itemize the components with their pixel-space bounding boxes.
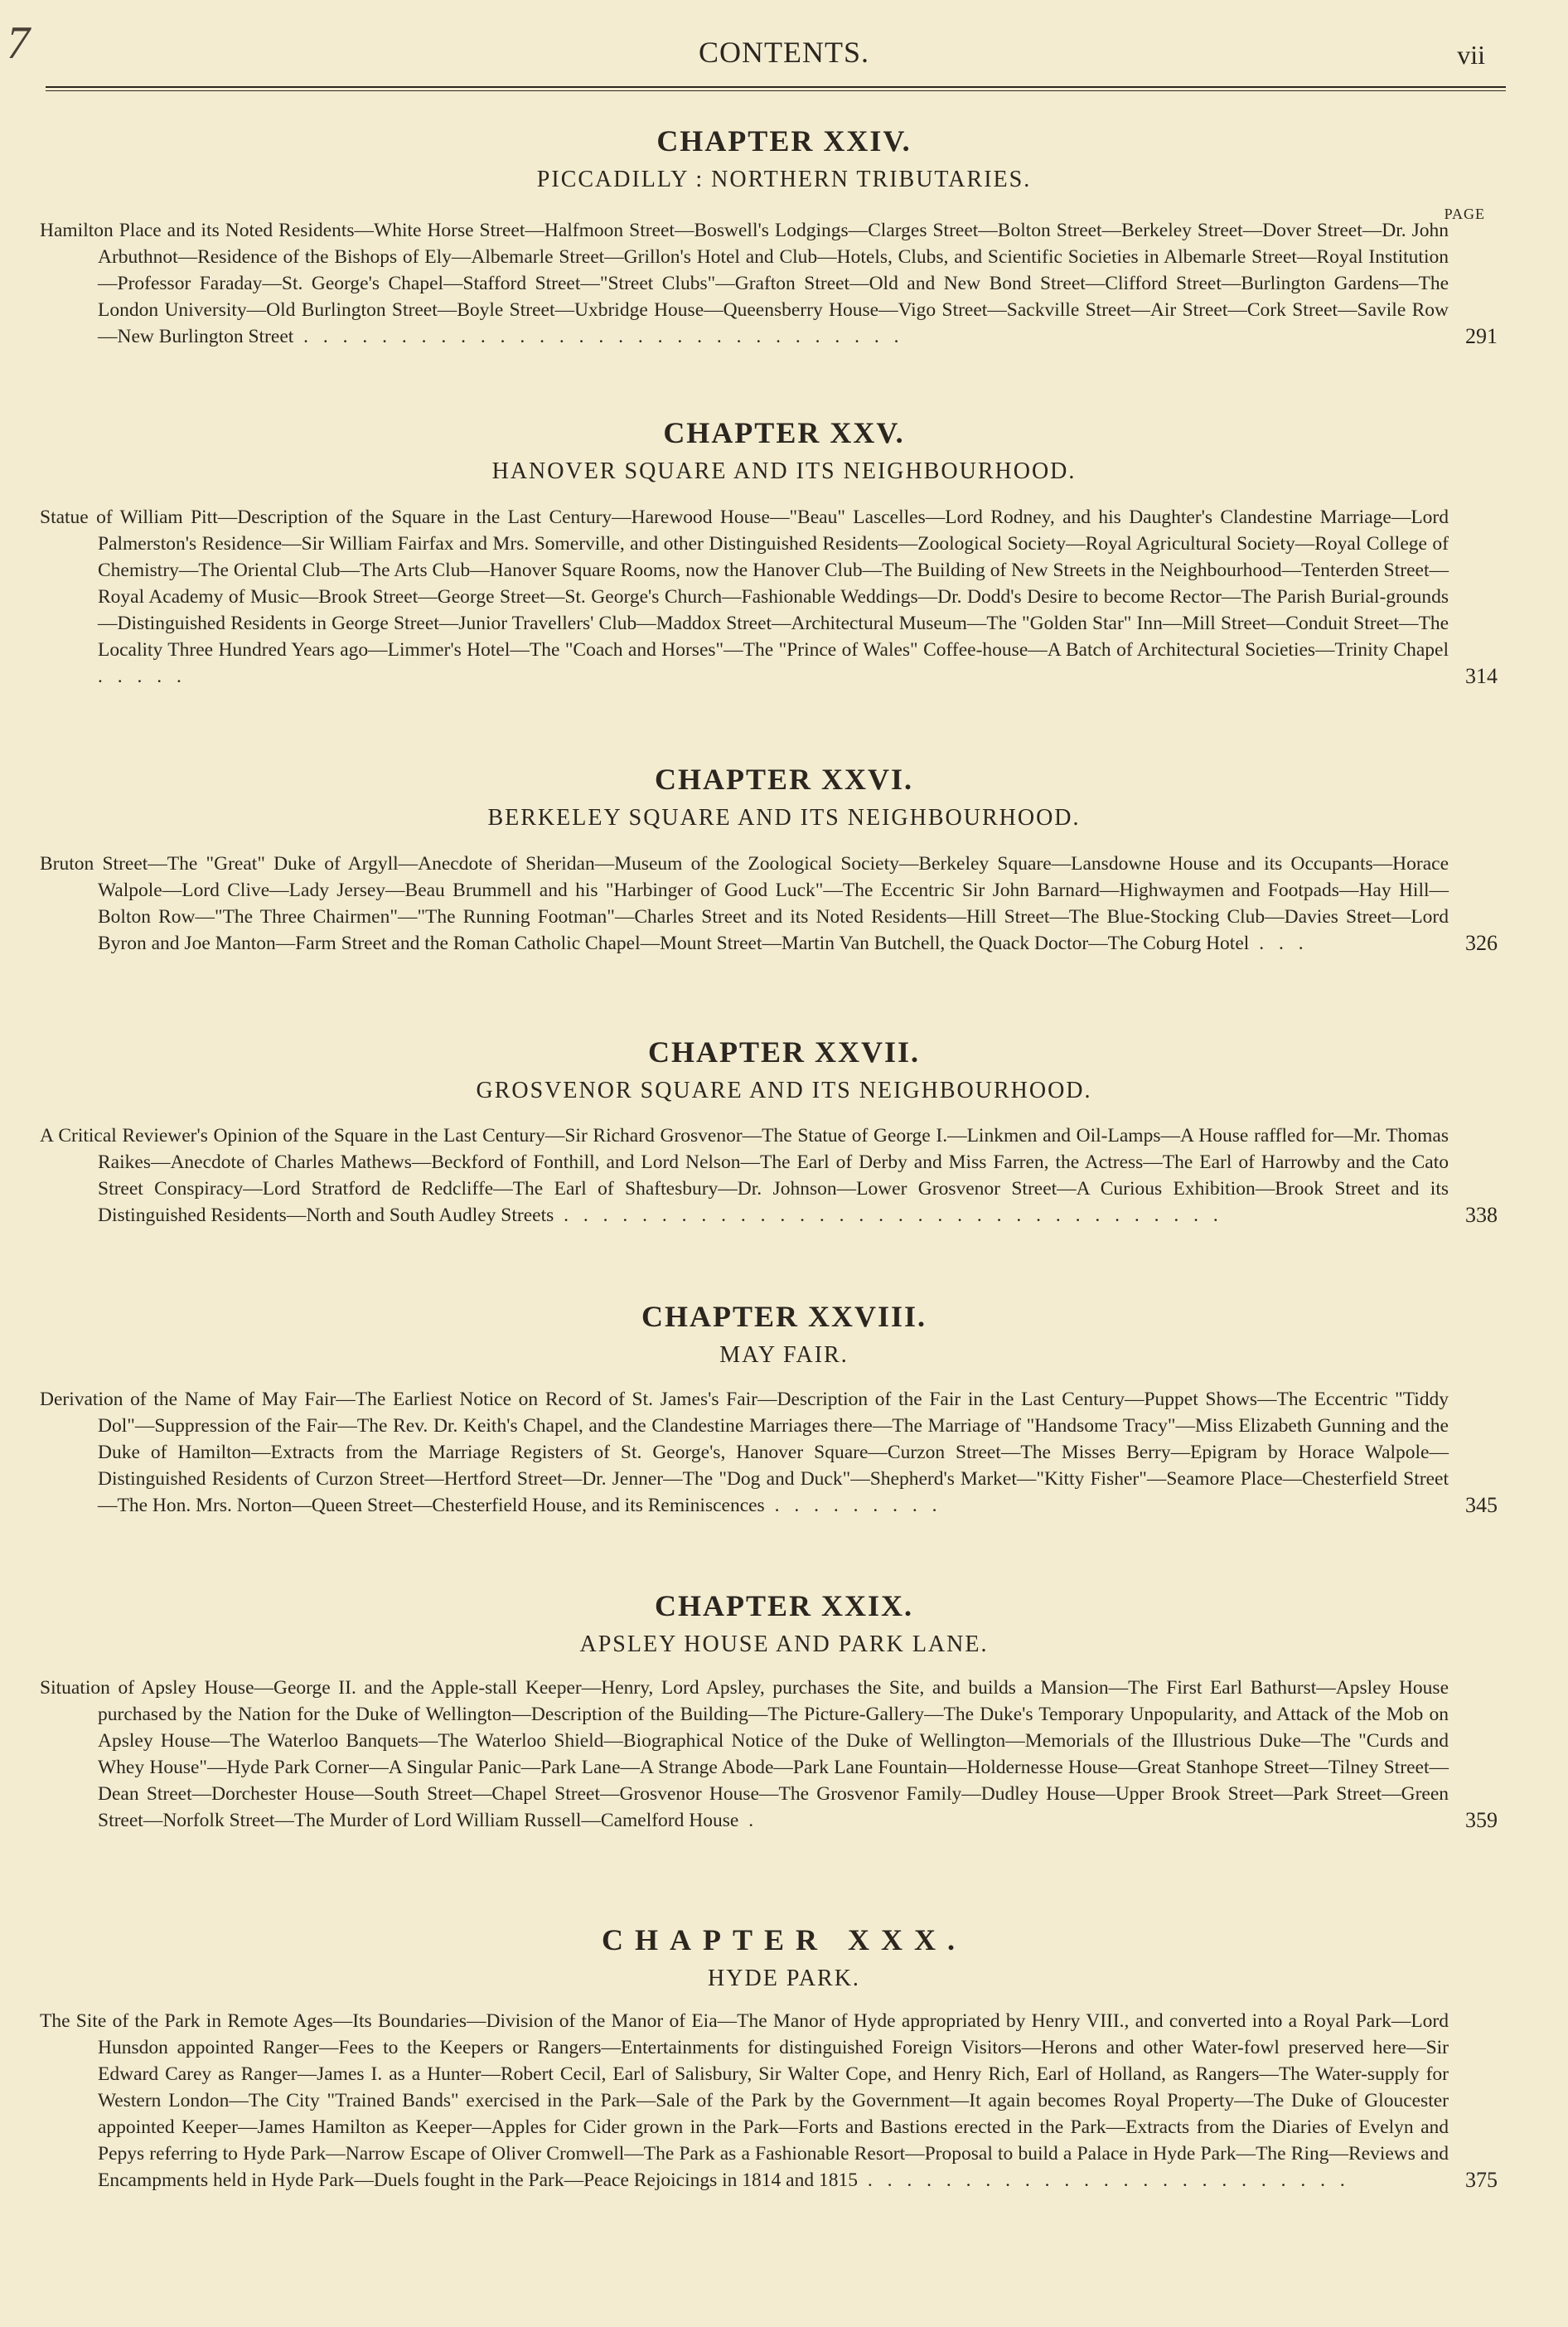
chapter-title: CHAPTER XXIV.: [656, 124, 912, 158]
chapter-summary-28: Derivation of the Name of May Fair—The Earliest Notice on Record of St. James's Fair—Description of the Fair in the Last Century—Puppet Shows—The Eccentric "Tiddy Dol"—Suppression of the Fair—The Rev. Dr. Keith's Chapel, and the Clandestine Marriages there—The Marriage of "Handsome Tracy"—Miss Elizabeth Gunning and the Duke of Hamilton—Extracts from the Marriage Registers of St. George's, Hanover Square—Curzon Street—The Misses Berry—Epigram by Horace Walpole—Distinguished Residents of Curzon Street—Hertford Street—Dr. Jenner—The "Dog and Duck"—Shepherd's Market—"Kitty Fisher"—Seamore Place—Chesterfield Street—The Hon. Mrs. Norton—Queen Street—Chesterfield House, and its Reminiscences . . . . . . . . . 345: [40, 1389, 1498, 1517]
chapter-subtitle: GROSVENOR SQUARE AND ITS NEIGHBOURHOOD.: [476, 1078, 1092, 1103]
chapter-heading-28: [0, 1298, 1568, 1371]
chapter-title: CHAPTER XXX.: [601, 1923, 966, 1956]
chapter-title: CHAPTER XXIX.: [654, 1589, 913, 1622]
summary-text: The Site of the Park in Remote Ages—Its Boundaries—Division of the Manor of Eia—The Manor of Hyde appropriated by Henry VIII., and converted into a Royal Park—Lord Hunsdon appointed Ranger—Fees to the Keepers or Rangers—Entertainments for distinguished Foreign Visitors—Herons and other Water-fowl preserved here—Sir Edward Carey as Ranger—James I. as a Hunter—Robert Cecil, Earl of Salisbury, Sir Walter Cope, and Henry Rich, Earl of Holland, as Rangers—The Water-supply for Western London—The City "Trained Bands" exercised in the Park—Sale of the Park by the Government—It again becomes Royal Property—The Duke of Gloucester appointed Keeper—James Hamilton as Keeper—Apples for Cider grown in the Park—Forts and Bastions erected in the Park—Extracts from the Diaries of Evelyn and Pepys referring to Hyde Park—Narrow Escape of Oliver Cromwell—The Park as a Fashionable Resort—Proposal to build a Palace in Hyde Park—The Ring—Reviews and Encampments held in Hyde Park—Duels fought in the Park—Peace Rejoicings in 1814 and 1815: [40, 2010, 1449, 2191]
chapter-title: CHAPTER XXVII.: [647, 1035, 921, 1069]
chapter-subtitle: BERKELEY SQUARE AND ITS NEIGHBOURHOOD.: [487, 805, 1081, 831]
chapter-subtitle: MAY FAIR.: [719, 1342, 849, 1368]
chapter-title: CHAPTER XXVI.: [654, 763, 913, 796]
chapter-heading-26: [0, 761, 1568, 834]
running-title: CONTENTS.: [699, 36, 869, 69]
summary-text: A Critical Reviewer's Opinion of the Square in the Last Century—Sir Richard Grosvenor—The Statue of George I.—Linkmen and Oil-Lamps—A House raffled for—Mr. Thomas Raikes—Anecdote of Charles Mathews—Beckford of Fonthill, and Lord Nelson—The Earl of Derby and Miss Farren, the Actress—The Earl of Harrowby and the Cato Street Conspiracy—Lord Stratford de Redcliffe—The Earl of Shaftesbury—Dr. Johnson—Lower Grosvenor Street—A Curious Exhibition—Brook Street and its Distinguished Residents—North and South Audley Streets: [40, 1125, 1449, 1226]
chapter-title: CHAPTER XXVIII.: [641, 1300, 927, 1333]
chapter-subtitle: APSLEY HOUSE AND PARK LANE.: [579, 1631, 989, 1657]
header-rule: [46, 86, 1506, 91]
summary-text: Hamilton Place and its Noted Residents—White Horse Street—Halfmoon Street—Boswell's Lodgings—Clarges Street—Bolton Street—Berkeley Street—Dover Street—Dr. John Arbuthnot—Residence of the Bishops of Ely—Albemarle Street—Grillon's Hotel and Club—Hotels, Clubs, and Scientific Societies in Albemarle Street—Royal Institution—Professor Faraday—St. George's Chapel—Stafford Street—"Street Clubs"—Grafton Street—Old and New Bond Street—Clifford Street—Burlington Gardens—The London University—Old Burlington Street—Boyle Street—Uxbridge House—Queensberry House—Vigo Street—Sackville Street—Air Street—Cork Street—Savile Row—New Burlington Street: [40, 220, 1449, 347]
page-number: vii: [1457, 40, 1485, 70]
summary-text: Bruton Street—The "Great" Duke of Argyll—Anecdote of Sheridan—Museum of the Zoological Society—Berkeley Square—Lansdowne House and its Occupants—Horace Walpole—Lord Clive—Lady Jersey—Beau Brummell and his "Harbinger of Good Luck"—The Eccentric Sir John Barnard—Highwaymen and Footpads—Hay Hill—Bolton Row—"The Three Chairmen"—"The Running Footman"—Charles Street and its Noted Residents—Hill Street—The Blue-Stocking Club—Davies Street—Lord Byron and Joe Manton—Farm Street and the Roman Catholic Chapel—Mount Street—Martin Van Butchell, the Quack Doctor—The Coburg Hotel: [40, 853, 1449, 954]
corner-mark: 7: [7, 17, 30, 69]
chapter-heading-27: [0, 1034, 1568, 1107]
chapter-summary-30: The Site of the Park in Remote Ages—Its Boundaries—Division of the Manor of Eia—The Manor of Hyde appropriated by Henry VIII., and converted into a Royal Park—Lord Hunsdon appointed Ranger—Fees to the Keepers or Rangers—Entertainments for distinguished Foreign Visitors—Herons and other Water-fowl preserved here—Sir Edward Carey as Ranger—James I. as a Hunter—Robert Cecil, Earl of Salisbury, Sir Walter Cope, and Henry Rich, Earl of Holland, as Rangers—The Water-supply for Western London—The City "Trained Bands" exercised in the Park—Sale of the Park by the Government—It again becomes Royal Property—The Duke of Gloucester appointed Keeper—James Hamilton as Keeper—Apples for Cider grown in the Park—Forts and Bastions erected in the Park—Extracts from the Diaries of Evelyn and Pepys referring to Hyde Park—Narrow Escape of Oliver Cromwell—The Park as a Fashionable Resort—Proposal to build a Palace in Hyde Park—The Ring—Reviews and Encampments held in Hyde Park—Duels fought in the Park—Peace Rejoicings in 1814 and 1815 . . . . . . . . . . . . . . . . . . . . . . . . . 375: [40, 2010, 1498, 2192]
summary-text: Statue of William Pitt—Description of the Square in the Last Century—Harewood House—"Beau" Lascelles—Lord Rodney, and his Daughter's Clandestine Marriage—Lord Palmerston's Residence—Sir William Fairfax and Mrs. Somerville, and other Distinguished Residents—Zoological Society—Royal Agricultural Society—Royal College of Chemistry—The Oriental Club—The Arts Club—Hanover Square Rooms, now the Hanover Club—The Building of New Streets in the Neighbourhood—Tenterden Street—Royal Academy of Music—Brook Street—George Street—St. George's Church—Fashionable Weddings—Dr. Dodd's Desire to become Rector—The Parish Burial-grounds—Distinguished Residents in George Street—Junior Travellers' Club—Maddox Street—Architectural Museum—The "Golden Star" Inn—Mill Street—Conduit Street—The Locality Three Hundred Years ago—Limmer's Hotel—The "Coach and Horses"—The "Prince of Wales" Coffee-house—A Batch of Architectural Societies—Trinity Chapel: [40, 507, 1449, 661]
chapter-heading-29: [0, 1588, 1568, 1660]
chapter-summary-29: Situation of Apsley House—George II. and the Apple-stall Keeper—Henry, Lord Apsley, purchases the Site, and builds a Mansion—The First Earl Bathurst—Apsley House purchased by the Nation for the Duke of Wellington—Description of the Building—The Picture-Gallery—The Duke's Temporary Unpopularity, and Attack of the Mob on Apsley House—The Waterloo Banquets—The Waterloo Shield—Biographical Notice of the Duke of Wellington—Memorials of the Illustrious Duke—The "Curds and Whey House"—Hyde Park Corner—A Singular Panic—Park Lane—A Strange Abode—Park Lane Fountain—Holdernesse House—Great Stanhope Street—Tilney Street—Dean Street—Dorchester House—South Street—Chapel Street—Grosvenor House—The Grosvenor Family—Dudley House—Upper Brook Street—Park Street—Green Street—Norfolk Street—The Murder of Lord William Russell—Camelford House . 359: [40, 1677, 1498, 1832]
chapter-subtitle: HYDE PARK.: [708, 1966, 860, 1991]
chapter-subtitle: PICCADILLY : NORTHERN TRIBUTARIES.: [536, 167, 1032, 192]
chapter-summary-25: Statue of William Pitt—Description of the Square in the Last Century—Harewood House—"Beau" Lascelles—Lord Rodney, and his Daughter's Clandestine Marriage—Lord Palmerston's Residence—Sir William Fairfax and Mrs. Somerville, and other Distinguished Residents—Zoological Society—Royal Agricultural Society—Royal College of Chemistry—The Oriental Club—The Arts Club—Hanover Square Rooms, now the Hanover Club—The Building of New Streets in the Neighbourhood—Tenterden Street—Royal Academy of Music—Brook Street—George Street—St. George's Church—Fashionable Weddings—Dr. Dodd's Desire to become Rector—The Parish Burial-grounds—Distinguished Residents in George Street—Junior Travellers' Club—Maddox Street—Architectural Museum—The "Golden Star" Inn—Mill Street—Conduit Street—The Locality Three Hundred Years ago—Limmer's Hotel—The "Coach and Horses"—The "Prince of Wales" Coffee-house—A Batch of Architectural Societies—Trinity Chapel . . . . . 314: [40, 507, 1498, 688]
chapter-title: CHAPTER XXV.: [663, 416, 905, 449]
chapter-summary-27: A Critical Reviewer's Opinion of the Square in the Last Century—Sir Richard Grosvenor—The Statue of George I.—Linkmen and Oil-Lamps—A House raffled for—Mr. Thomas Raikes—Anecdote of Charles Mathews—Beckford of Fonthill, and Lord Nelson—The Earl of Derby and Miss Farren, the Actress—The Earl of Harrowby and the Cato Street Conspiracy—Lord Stratford de Redcliffe—The Earl of Shaftesbury—Dr. Johnson—Lower Grosvenor Street—A Curious Exhibition—Brook Street and its Distinguished Residents—North and South Audley Streets . . . . . . . . . . . . . . . . . . . . . . . . . . . . . . . . . . 338: [40, 1125, 1498, 1227]
summary-text: Derivation of the Name of May Fair—The Earliest Notice on Record of St. James's Fair—Description of the Fair in the Last Century—Puppet Shows—The Eccentric "Tiddy Dol"—Suppression of the Fair—The Rev. Dr. Keith's Chapel, and the Clandestine Marriages there—The Marriage of "Handsome Tracy"—Miss Elizabeth Gunning and the Duke of Hamilton—Extracts from the Marriage Registers of St. George's, Hanover Square—Curzon Street—The Misses Berry—Epigram by Horace Walpole—Distinguished Residents of Curzon Street—Hertford Street—Dr. Jenner—The "Dog and Duck"—Shepherd's Market—"Kitty Fisher"—Seamore Place—Chesterfield Street—The Hon. Mrs. Norton—Queen Street—Chesterfield House, and its Reminiscences: [40, 1389, 1449, 1516]
chapter-heading-25: [0, 414, 1568, 487]
chapter-subtitle: HANOVER SQUARE AND ITS NEIGHBOURHOOD.: [491, 458, 1077, 484]
chapter-summary-26: Bruton Street—The "Great" Duke of Argyll—Anecdote of Sheridan—Museum of the Zoological Society—Berkeley Square—Lansdowne House and its Occupants—Horace Walpole—Lord Clive—Lady Jersey—Beau Brummell and his "Harbinger of Good Luck"—The Eccentric Sir John Barnard—Highwaymen and Footpads—Hay Hill—Bolton Row—"The Three Chairmen"—"The Running Footman"—Charles Street and its Noted Residents—Hill Street—The Blue-Stocking Club—Davies Street—Lord Byron and Joe Manton—Farm Street and the Roman Catholic Chapel—Mount Street—Martin Van Butchell, the Quack Doctor—The Coburg Hotel . . . 326: [40, 853, 1498, 955]
page-column-label: PAGE: [1444, 206, 1485, 222]
chapter-heading-30: [0, 1922, 1568, 1995]
summary-text: Situation of Apsley House—George II. and the Apple-stall Keeper—Henry, Lord Apsley, purchases the Site, and builds a Mansion—The First Earl Bathurst—Apsley House purchased by the Nation for the Duke of Wellington—Description of the Building—The Picture-Gallery—The Duke's Temporary Unpopularity, and Attack of the Mob on Apsley House—The Waterloo Banquets—The Waterloo Shield—Biographical Notice of the Duke of Wellington—Memorials of the Illustrious Duke—The "Curds and Whey House"—Hyde Park Corner—A Singular Panic—Park Lane—A Strange Abode—Park Lane Fountain—Holdernesse House—Great Stanhope Street—Tilney Street—Dean Street—Dorchester House—South Street—Chapel Street—Grosvenor House—The Grosvenor Family—Dudley House—Upper Brook Street—Park Street—Green Street—Norfolk Street—The Murder of Lord William Russell—Camelford House: [40, 1677, 1449, 1831]
chapter-heading-24: [0, 123, 1568, 196]
chapter-summary-24: Hamilton Place and its Noted Residents—White Horse Street—Halfmoon Street—Boswell's Lodgings—Clarges Street—Bolton Street—Berkeley Street—Dover Street—Dr. John Arbuthnot—Residence of the Bishops of Ely—Albemarle Street—Grillon's Hotel and Club—Hotels, Clubs, and Scientific Societies in Albemarle Street—Royal Institution—Professor Faraday—St. George's Chapel—Stafford Street—"Street Clubs"—Grafton Street—Old and New Bond Street—Clifford Street—Burlington Gardens—The London University—Old Burlington Street—Boyle Street—Uxbridge House—Queensberry House—Vigo Street—Sackville Street—Air Street—Cork Street—Savile Row—New Burlington Street . . . . . . . . . . . . . . . . . . . . . . . . . . . . . . . 291: [40, 220, 1498, 348]
